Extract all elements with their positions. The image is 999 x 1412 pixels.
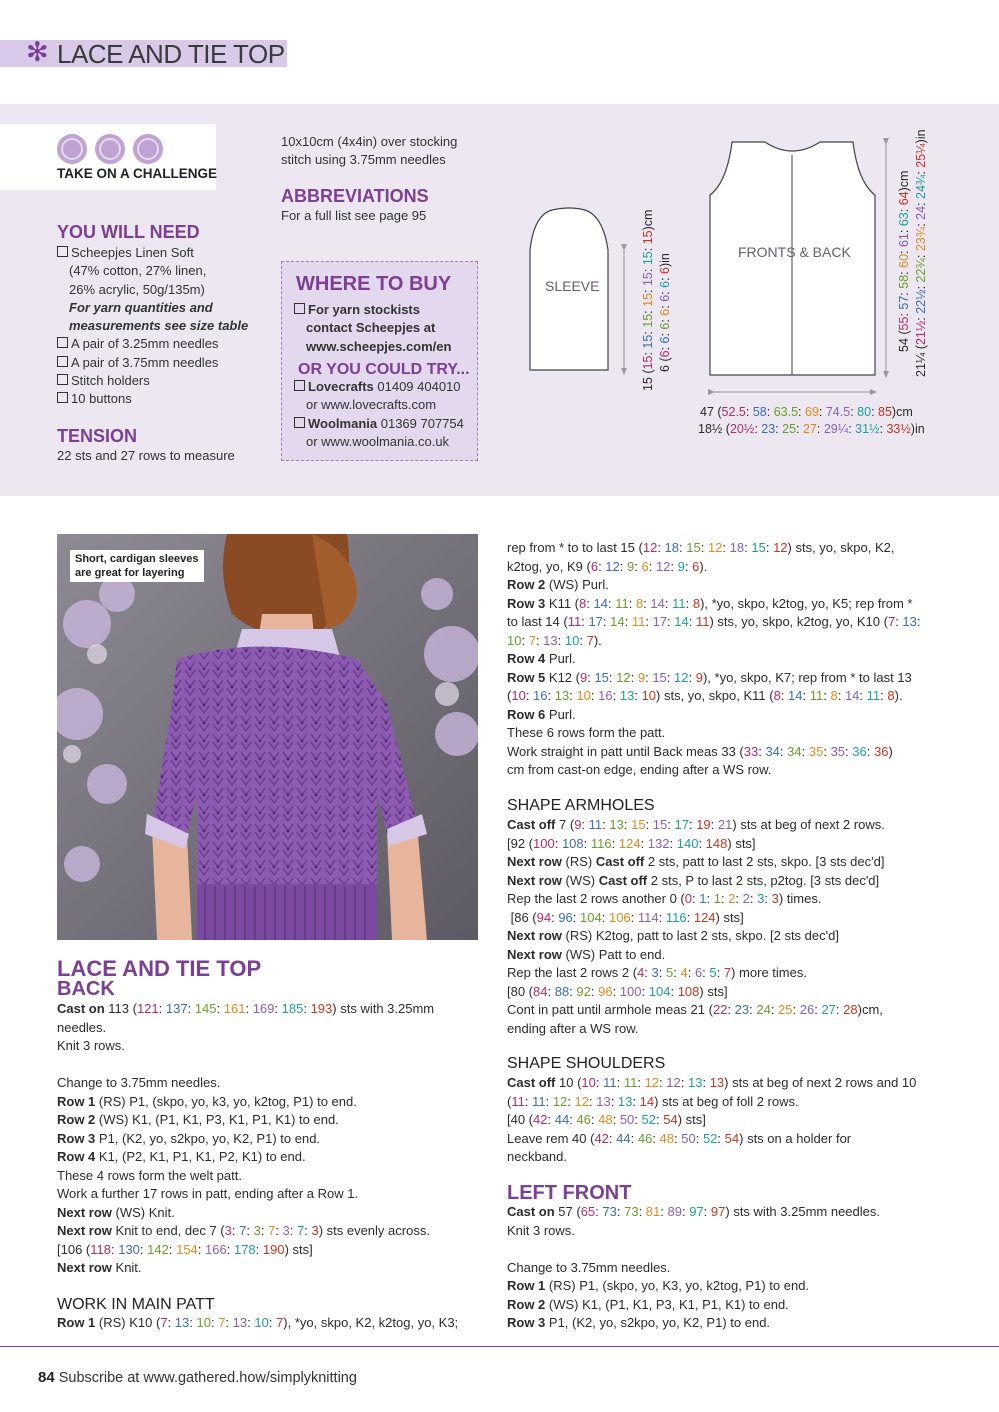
yarn-ball-icon [95, 134, 125, 164]
tension-text: 22 sts and 27 rows to measure [57, 448, 235, 463]
challenge-level: TAKE ON A CHALLENGE [57, 166, 217, 181]
checkbox-icon [294, 417, 305, 428]
footer [38, 1369, 357, 1386]
main-patt-row1: Row 1 (RS) K10 (7: 13: 10: 7: 13: 10: 7), *yo, skpo, K2, k2tog, yo, K3; [57, 1315, 459, 1330]
photo-caption: Short, cardigan sleeves are great for layering [70, 550, 204, 582]
checkbox-icon [294, 380, 305, 391]
checkbox-icon [294, 303, 305, 314]
left-front-heading: LEFT FRONT [507, 1182, 632, 1204]
sleeve-label: SLEEVE [545, 278, 600, 294]
width-measure-cm: 47 (52.5: 58: 63.5: 69: 74.5: 80: 85)cm [700, 405, 913, 419]
where-to-buy-heading: WHERE TO BUY [296, 273, 452, 295]
work-main-heading: WORK IN MAIN PATT [57, 1296, 215, 1313]
checkbox-icon [57, 392, 68, 403]
sleeve-measure-in: 6 (6: 6: 6: 6: 6: 6: 6)in [658, 253, 672, 372]
shape-armholes-heading: SHAPE ARMHOLES [507, 797, 655, 814]
you-will-need-heading: YOU WILL NEED [57, 222, 200, 242]
main-patt-continued: rep from * to to last 15 (12: 18: 15: 12: 18: 15: 12) sts, yo, skpo, K2, k2tog, yo, K9 (6: 12: 9: 6: 12: 9: 6). Row 2 (WS) Purl. Row 3 K11 (8: 14: 11: 8: 14: 11: 8), *yo, skpo, k2tog, yo, K5; rep from * to last 14 (11: 17: 14: 11: 17: 14: 11) sts, yo, skpo, k2tog, yo, K10 (7: 13: 10: 7: 13: 10: 7). Row 4 Purl. Row 5 K12 (9: 15: 12: 9: 15: 12: 9), *yo, skpo, K7; rep from * to last 13 (10: 16: 13: 10: 16: 13: 10) sts, yo, skpo, K11 (8: 14: 11: 8: 14: 11: 8). Row 6 Purl. These 6 rows form the patt. Work straight in patt until Back meas 33 (33: 34: 34: 35: 35: 36: 36) cm from cast-on edge, ending after a WS row. [507, 540, 921, 777]
stockist-info: For yarn stockists contact Scheepjes at www.scheepjes.com/en [294, 301, 451, 356]
subscribe-link[interactable]: Subscribe at www.gathered.how/simplyknitting [58, 1370, 357, 1386]
flower-icon: ✻ [26, 37, 49, 68]
pattern-title: LACE AND TIE TOP [57, 956, 262, 981]
materials-list: Scheepjes Linen Soft (47% cotton, 27% linen, 26% acrylic, 50g/135m) For yarn quantities and measurements see size table A pair of 3.25mm needles A pair of 3.75mm needles Stitch holders 10 buttons [57, 244, 248, 409]
checkbox-icon [57, 374, 68, 385]
back-heading: BACK [57, 978, 115, 1000]
left-front-instructions: Cast on 57 (65: 73: 73: 81: 89: 97: 97) sts with 3.25mm needles. Knit 3 rows. Change to 3.75mm needles. Row 1 (RS) P1, (skpo, yo, K3, yo, k2tog, P1) to end. Row 2 (WS) K1, (P1, K1, P3, K1, P1, K1) to end. Row 3 P1, (K2, yo, s2kpo, yo, K2, P1) to end. [507, 1204, 880, 1330]
shape-shoulders-heading: SHAPE SHOULDERS [507, 1055, 666, 1072]
tension-heading: TENSION [57, 426, 138, 446]
alternative-stockists: Lovecrafts 01409 404010 or www.lovecrafts.com Woolmania 01369 707754 or www.woolmania.co.uk [294, 378, 464, 451]
abbreviations-heading: ABBREVIATIONS [281, 186, 429, 206]
height-measure-in: 21¼ (21½: 22½: 22¾: 23¾: 24: 24¾: 25¼)in [914, 129, 928, 377]
yarn-ball-icon [57, 134, 87, 164]
tension-text-3: stitch using 3.75mm needles [281, 152, 446, 167]
checkbox-icon [57, 337, 68, 348]
footer-rule [0, 1346, 999, 1347]
back-instructions: Cast on 113 (121: 137: 145: 161: 169: 185: 193) sts with 3.25mm needles. Knit 3 rows. Change to 3.75mm needles. Row 1 (RS) P1, (skpo, yo, k3, yo, k2tog, P1) to end. Row 2 (WS) K1, (P1, K1, P3, K1, P1, K1) to end. Row 3 P1, (K2, yo, s2kpo, yo, K2, P1) to end. Row 4 K1, (P2, K1, P1, K1, P2, K1) to end. These 4 rows form the welt patt. Work a further 17 rows in patt, ending after a Row 1. Next row (WS) Knit. Next row Knit to end, dec 7 (3: 7: 3: 7: 3: 7: 3) sts evenly across. [106 (118: 130: 142: 154: 166: 178: 190) sts] Next row Knit. [57, 1001, 435, 1275]
checkbox-icon [57, 356, 68, 367]
alternatives-heading: OR YOU COULD TRY... [298, 361, 470, 378]
sleeve-measure-cm: 15 (15: 15: 15: 15: 15: 15: 15)cm [641, 209, 655, 391]
armhole-instructions: Cast off 7 (9: 11: 13: 15: 15: 17: 19: 21) sts at beg of next 2 rows. [92 (100: 108: 116: 124: 132: 140: 148) sts] Next row (RS) Cast off 2 sts, patt to last 2 sts, skpo. [3 sts dec'd] Next row (WS) Cast off 2 sts, P to last 2 sts, p2tog. [3 sts dec'd] Rep the last 2 rows another 0 (0: 1: 1: 2: 2: 3: 3) times. [86 (94: 96: 104: 106: 114: 116: 124) sts] Next row (RS) K2tog, patt to last 2 sts, skpo. [2 sts dec'd] Next row (WS) Patt to end. Rep the last 2 rows 2 (4: 3: 5: 4: 6: 5: 7) more times. [80 (84: 88: 92: 96: 100: 104: 108) sts] Cont in patt until armhole meas 21 (22: 23: 24: 25: 26: 27: 28)cm, ending after a WS row. [507, 817, 885, 1036]
fronts-back-label: FRONTS & BACK [738, 244, 851, 260]
checkbox-icon [57, 246, 68, 257]
page-title: LACE AND TIE TOP [57, 39, 285, 69]
yarn-ball-icon [133, 134, 163, 164]
page-number: 84 [38, 1369, 55, 1386]
height-measure-cm: 54 (55: 57: 58: 60: 61: 63: 64)cm [897, 170, 911, 352]
model-photo [57, 534, 478, 940]
width-measure-in: 18½ (20½: 23: 25: 27: 29¼: 31½: 33½)in [698, 422, 925, 436]
tension-text-2: 10x10cm (4x4in) over stocking [281, 134, 458, 149]
shoulder-instructions: Cast off 10 (10: 11: 11: 12: 12: 13: 13) sts at beg of next 2 rows and 10 (11: 11: 12: 12: 13: 13: 14) sts at beg of foll 2 rows. [40 (42: 44: 46: 48: 50: 52: 54) sts] Leave rem 40 (42: 44: 46: 48: 50: 52: 54) sts on a holder for neckband. [507, 1075, 917, 1164]
abbreviations-text: For a full list see page 95 [281, 208, 427, 223]
